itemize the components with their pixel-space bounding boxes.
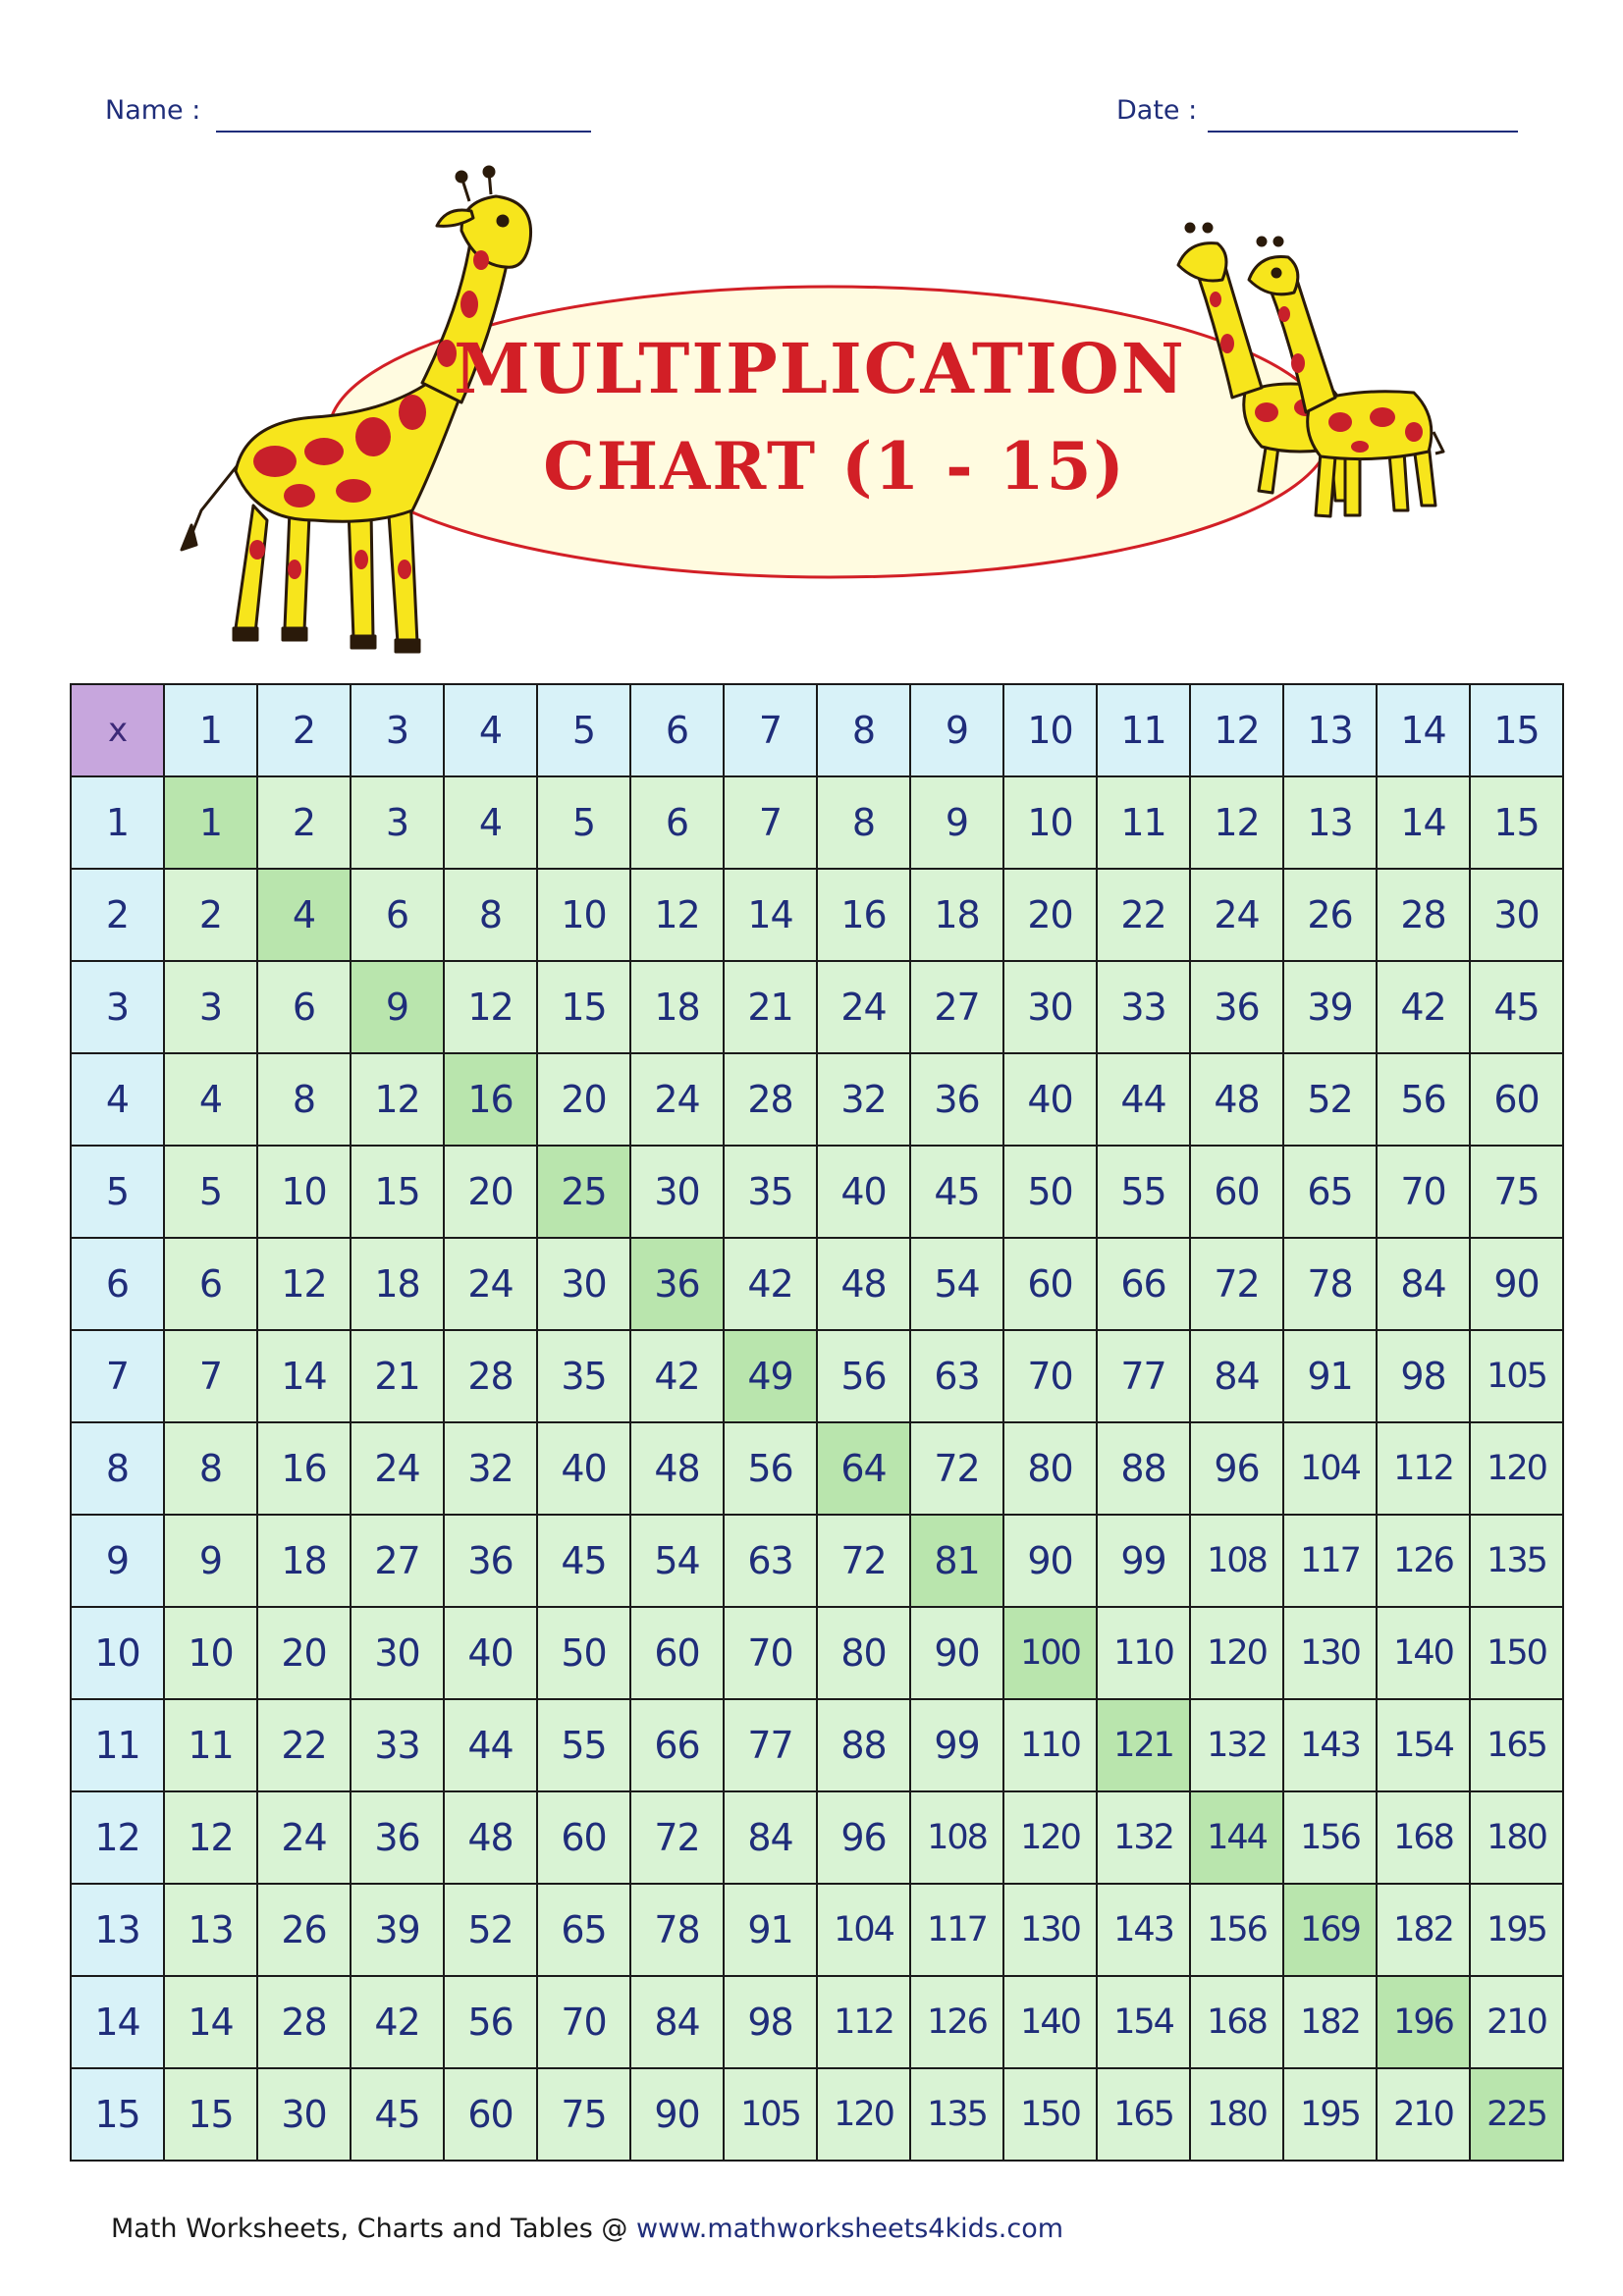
product-cell: 52 [444,1884,537,1976]
product-cell: 165 [1097,2068,1190,2161]
product-cell: 6 [351,869,444,961]
row-header-cell: 11 [71,1699,164,1791]
product-cell: 30 [257,2068,351,2161]
column-header-cell: 4 [444,684,537,776]
product-cell: 90 [1470,1238,1563,1330]
product-cell: 154 [1097,1976,1190,2068]
product-cell: 150 [1470,1607,1563,1699]
product-cell: 16 [257,1422,351,1515]
product-cell: 14 [1377,776,1470,869]
product-cell: 45 [351,2068,444,2161]
title-line-2: CHART (1 - 15) [543,428,1126,505]
title-line-1: MULTIPLICATION [454,328,1186,409]
product-cell: 55 [1097,1146,1190,1238]
product-cell: 40 [537,1422,630,1515]
footer [111,2214,1063,2244]
product-cell: 48 [817,1238,910,1330]
product-cell: 104 [817,1884,910,1976]
table-row [71,1976,1563,2068]
row-header-cell: 15 [71,2068,164,2161]
product-cell: 30 [630,1146,724,1238]
product-cell: 20 [537,1053,630,1146]
product-cell: 156 [1283,1791,1377,1884]
row-header-cell: 12 [71,1791,164,1884]
product-cell: 15 [537,961,630,1053]
product-cell: 21 [351,1330,444,1422]
product-cell: 168 [1190,1976,1283,2068]
date-label: Date : [1116,95,1198,126]
product-cell: 110 [1003,1699,1097,1791]
product-cell: 14 [257,1330,351,1422]
product-cell: 63 [724,1515,817,1607]
product-cell: 99 [910,1699,1003,1791]
product-cell: 143 [1283,1699,1377,1791]
product-cell: 24 [1190,869,1283,961]
product-cell: 77 [724,1699,817,1791]
product-cell: 56 [724,1422,817,1515]
product-cell: 182 [1377,1884,1470,1976]
product-cell: 88 [817,1699,910,1791]
product-cell: 72 [910,1422,1003,1515]
product-cell: 28 [724,1053,817,1146]
product-cell: 75 [1470,1146,1563,1238]
column-header-cell: 5 [537,684,630,776]
product-cell: 35 [537,1330,630,1422]
product-cell: 91 [1283,1330,1377,1422]
square-cell: 196 [1377,1976,1470,2068]
product-cell: 8 [817,776,910,869]
product-cell: 60 [537,1791,630,1884]
product-cell: 33 [1097,961,1190,1053]
product-cell: 78 [630,1884,724,1976]
table-row [71,869,1563,961]
square-cell: 1 [164,776,257,869]
product-cell: 80 [1003,1422,1097,1515]
product-cell: 84 [630,1976,724,2068]
product-cell: 60 [1190,1146,1283,1238]
product-cell: 63 [910,1330,1003,1422]
product-cell: 105 [1470,1330,1563,1422]
multiplication-table [70,683,1564,2162]
product-cell: 8 [164,1422,257,1515]
product-cell: 90 [910,1607,1003,1699]
square-cell: 100 [1003,1607,1097,1699]
table-row [71,1884,1563,1976]
table-row [71,2068,1563,2161]
column-header-cell: 11 [1097,684,1190,776]
product-cell: 120 [1470,1422,1563,1515]
column-header-cell: 9 [910,684,1003,776]
product-cell: 26 [1283,869,1377,961]
product-cell: 24 [630,1053,724,1146]
row-header-cell: 13 [71,1884,164,1976]
product-cell: 112 [817,1976,910,2068]
product-cell: 56 [817,1330,910,1422]
product-cell: 6 [630,776,724,869]
product-cell: 9 [164,1515,257,1607]
product-cell: 28 [1377,869,1470,961]
product-cell: 130 [1003,1884,1097,1976]
product-cell: 8 [444,869,537,961]
product-cell: 33 [351,1699,444,1791]
product-cell: 91 [724,1884,817,1976]
column-header-cell: 6 [630,684,724,776]
product-cell: 150 [1003,2068,1097,2161]
product-cell: 12 [1190,776,1283,869]
product-cell: 27 [351,1515,444,1607]
product-cell: 45 [537,1515,630,1607]
product-cell: 117 [910,1884,1003,1976]
product-cell: 60 [630,1607,724,1699]
column-header-cell: 1 [164,684,257,776]
product-cell: 80 [817,1607,910,1699]
product-cell: 21 [724,961,817,1053]
product-cell: 75 [537,2068,630,2161]
row-header-cell: 8 [71,1422,164,1515]
product-cell: 8 [257,1053,351,1146]
product-cell: 2 [164,869,257,961]
product-cell: 135 [910,2068,1003,2161]
row-header-cell: 9 [71,1515,164,1607]
product-cell: 72 [1190,1238,1283,1330]
product-cell: 18 [351,1238,444,1330]
product-cell: 40 [444,1607,537,1699]
header-illustration [0,157,1623,667]
product-cell: 56 [444,1976,537,2068]
square-cell: 225 [1470,2068,1563,2161]
product-cell: 130 [1283,1607,1377,1699]
product-cell: 110 [1097,1607,1190,1699]
product-cell: 24 [257,1791,351,1884]
product-cell: 22 [257,1699,351,1791]
product-cell: 12 [630,869,724,961]
product-cell: 65 [1283,1146,1377,1238]
row-header-cell: 1 [71,776,164,869]
product-cell: 56 [1377,1053,1470,1146]
product-cell: 135 [1470,1515,1563,1607]
date-blank-line[interactable] [1208,131,1518,133]
product-cell: 40 [1003,1053,1097,1146]
square-cell: 121 [1097,1699,1190,1791]
square-cell: 64 [817,1422,910,1515]
product-cell: 72 [630,1791,724,1884]
product-cell: 36 [444,1515,537,1607]
name-blank-line[interactable] [216,131,591,133]
table-row [71,1607,1563,1699]
product-cell: 7 [724,776,817,869]
table-row [71,1515,1563,1607]
table-row [71,1053,1563,1146]
product-cell: 132 [1097,1791,1190,1884]
product-cell: 4 [444,776,537,869]
product-cell: 44 [444,1699,537,1791]
product-cell: 18 [257,1515,351,1607]
product-cell: 27 [910,961,1003,1053]
product-cell: 28 [257,1976,351,2068]
product-cell: 52 [1283,1053,1377,1146]
product-cell: 210 [1470,1976,1563,2068]
table-row [71,1146,1563,1238]
product-cell: 42 [630,1330,724,1422]
product-cell: 132 [1190,1699,1283,1791]
product-cell: 5 [537,776,630,869]
product-cell: 154 [1377,1699,1470,1791]
product-cell: 55 [537,1699,630,1791]
product-cell: 112 [1377,1422,1470,1515]
product-cell: 16 [817,869,910,961]
column-header-cell: 10 [1003,684,1097,776]
table-row [71,1238,1563,1330]
product-cell: 42 [351,1976,444,2068]
product-cell: 35 [724,1146,817,1238]
product-cell: 4 [164,1053,257,1146]
square-cell: 25 [537,1146,630,1238]
product-cell: 77 [1097,1330,1190,1422]
product-cell: 40 [817,1146,910,1238]
product-cell: 84 [724,1791,817,1884]
product-cell: 96 [817,1791,910,1884]
square-cell: 4 [257,869,351,961]
row-header-cell: 6 [71,1238,164,1330]
product-cell: 12 [444,961,537,1053]
table-row [71,1330,1563,1422]
row-header-cell: 7 [71,1330,164,1422]
product-cell: 10 [164,1607,257,1699]
product-cell: 105 [724,2068,817,2161]
product-cell: 70 [537,1976,630,2068]
product-cell: 66 [1097,1238,1190,1330]
product-cell: 90 [1003,1515,1097,1607]
product-cell: 60 [1003,1238,1097,1330]
product-cell: 15 [1470,776,1563,869]
product-cell: 120 [817,2068,910,2161]
product-cell: 32 [817,1053,910,1146]
product-cell: 11 [164,1699,257,1791]
table-row [71,1791,1563,1884]
product-cell: 14 [164,1976,257,2068]
product-cell: 44 [1097,1053,1190,1146]
header-row [71,684,1563,776]
product-cell: 39 [1283,961,1377,1053]
column-header-cell: 2 [257,684,351,776]
table-row [71,776,1563,869]
column-header-cell: 7 [724,684,817,776]
product-cell: 99 [1097,1515,1190,1607]
product-cell: 11 [1097,776,1190,869]
product-cell: 104 [1283,1422,1377,1515]
product-cell: 22 [1097,869,1190,961]
product-cell: 12 [257,1238,351,1330]
product-cell: 70 [724,1607,817,1699]
product-cell: 20 [444,1146,537,1238]
product-cell: 78 [1283,1238,1377,1330]
product-cell: 9 [910,776,1003,869]
product-cell: 165 [1470,1699,1563,1791]
product-cell: 143 [1097,1884,1190,1976]
product-cell: 120 [1003,1791,1097,1884]
product-cell: 24 [351,1422,444,1515]
column-header-cell: 12 [1190,684,1283,776]
square-cell: 36 [630,1238,724,1330]
product-cell: 13 [164,1884,257,1976]
product-cell: 45 [910,1146,1003,1238]
product-cell: 70 [1377,1146,1470,1238]
column-header-cell: 3 [351,684,444,776]
product-cell: 5 [164,1146,257,1238]
product-cell: 195 [1470,1884,1563,1976]
corner-cell: x [71,684,164,776]
product-cell: 50 [537,1607,630,1699]
product-cell: 84 [1377,1238,1470,1330]
product-cell: 90 [630,2068,724,2161]
product-cell: 39 [351,1884,444,1976]
column-header-cell: 8 [817,684,910,776]
product-cell: 30 [1003,961,1097,1053]
product-cell: 20 [257,1607,351,1699]
product-cell: 180 [1190,2068,1283,2161]
product-cell: 26 [257,1884,351,1976]
square-cell: 81 [910,1515,1003,1607]
product-cell: 65 [537,1884,630,1976]
product-cell: 12 [351,1053,444,1146]
product-cell: 24 [444,1238,537,1330]
product-cell: 50 [1003,1146,1097,1238]
product-cell: 45 [1470,961,1563,1053]
product-cell: 6 [257,961,351,1053]
product-cell: 98 [724,1976,817,2068]
column-header-cell: 14 [1377,684,1470,776]
product-cell: 60 [1470,1053,1563,1146]
product-cell: 72 [817,1515,910,1607]
product-cell: 168 [1377,1791,1470,1884]
product-cell: 210 [1377,2068,1470,2161]
row-header-cell: 3 [71,961,164,1053]
table-row [71,961,1563,1053]
product-cell: 7 [164,1330,257,1422]
product-cell: 2 [257,776,351,869]
row-header-cell: 5 [71,1146,164,1238]
product-cell: 36 [351,1791,444,1884]
product-cell: 36 [1190,961,1283,1053]
product-cell: 60 [444,2068,537,2161]
product-cell: 84 [1190,1330,1283,1422]
product-cell: 54 [910,1238,1003,1330]
product-cell: 48 [630,1422,724,1515]
product-cell: 70 [1003,1330,1097,1422]
product-cell: 10 [257,1146,351,1238]
product-cell: 48 [444,1791,537,1884]
square-cell: 169 [1283,1884,1377,1976]
row-header-cell: 14 [71,1976,164,2068]
column-header-cell: 13 [1283,684,1377,776]
product-cell: 88 [1097,1422,1190,1515]
product-cell: 180 [1470,1791,1563,1884]
footer-link[interactable]: www.mathworksheets4kids.com [636,2214,1064,2244]
row-header-cell: 4 [71,1053,164,1146]
table-row [71,1699,1563,1791]
product-cell: 108 [910,1791,1003,1884]
product-cell: 120 [1190,1607,1283,1699]
product-cell: 3 [164,961,257,1053]
column-header-cell: 15 [1470,684,1563,776]
product-cell: 18 [630,961,724,1053]
square-cell: 49 [724,1330,817,1422]
product-cell: 156 [1190,1884,1283,1976]
product-cell: 117 [1283,1515,1377,1607]
square-cell: 16 [444,1053,537,1146]
product-cell: 28 [444,1330,537,1422]
product-cell: 6 [164,1238,257,1330]
product-cell: 30 [351,1607,444,1699]
product-cell: 13 [1283,776,1377,869]
product-cell: 24 [817,961,910,1053]
product-cell: 3 [351,776,444,869]
product-cell: 36 [910,1053,1003,1146]
row-header-cell: 2 [71,869,164,961]
product-cell: 42 [1377,961,1470,1053]
row-header-cell: 10 [71,1607,164,1699]
product-cell: 18 [910,869,1003,961]
product-cell: 96 [1190,1422,1283,1515]
product-cell: 66 [630,1699,724,1791]
name-label: Name : [105,95,201,126]
product-cell: 10 [537,869,630,961]
product-cell: 54 [630,1515,724,1607]
square-cell: 9 [351,961,444,1053]
product-cell: 48 [1190,1053,1283,1146]
square-cell: 144 [1190,1791,1283,1884]
product-cell: 12 [164,1791,257,1884]
product-cell: 20 [1003,869,1097,961]
product-cell: 140 [1377,1607,1470,1699]
product-cell: 195 [1283,2068,1377,2161]
product-cell: 42 [724,1238,817,1330]
product-cell: 98 [1377,1330,1470,1422]
product-cell: 182 [1283,1976,1377,2068]
product-cell: 14 [724,869,817,961]
product-cell: 30 [537,1238,630,1330]
table-row [71,1422,1563,1515]
product-cell: 126 [1377,1515,1470,1607]
product-cell: 30 [1470,869,1563,961]
product-cell: 108 [1190,1515,1283,1607]
product-cell: 10 [1003,776,1097,869]
product-cell: 32 [444,1422,537,1515]
product-cell: 15 [164,2068,257,2161]
product-cell: 15 [351,1146,444,1238]
product-cell: 126 [910,1976,1003,2068]
footer-text: Math Worksheets, Charts and Tables @ [111,2214,636,2244]
product-cell: 140 [1003,1976,1097,2068]
